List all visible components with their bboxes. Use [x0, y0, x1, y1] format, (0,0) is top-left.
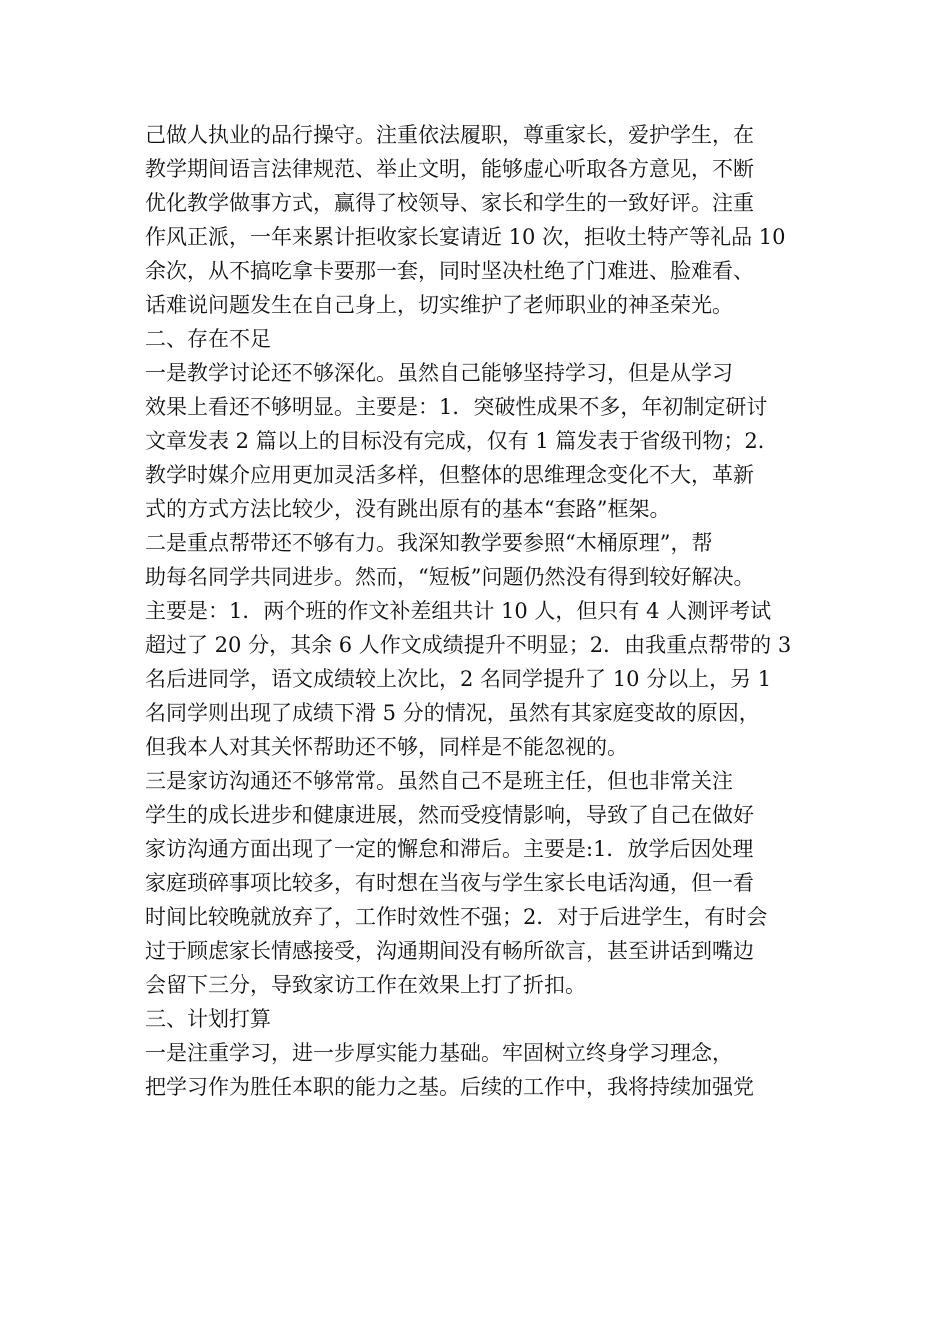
text-line: 把学习作为胜任本职的能力之基。后续的工作中，我将持续加强党 [145, 1075, 754, 1099]
text-line: 效果上看还不够明显。主要是：1．突破性成果不多，年初制定研讨 [145, 395, 768, 419]
text-line: 家庭琐碎事项比较多，有时想在当夜与学生家长电话沟通，但一看 [145, 871, 754, 895]
text-line: 余次，从不搞吃拿卡要那一套，同时坚决杜绝了门难进、脸难看、 [145, 259, 754, 283]
text-line: 一是注重学习，进一步厚实能力基础。牢固树立终身学习理念， [145, 1041, 733, 1065]
text-line: 己做人执业的品行操守。注重依法履职，尊重家长，爱护学生，在 [145, 123, 754, 147]
section-heading: 二、存在不足 [145, 327, 271, 351]
text-line: 三是家访沟通还不够常常。虽然自己不是班主任，但也非常关注 [145, 769, 733, 793]
text-line: 家访沟通方面出现了一定的懈怠和滞后。主要是:1．放学后因处理 [145, 837, 754, 861]
text-line: 过于顾虑家长情感接受，沟通期间没有畅所欲言，甚至讲话到嘴边 [145, 939, 754, 963]
text-line: 学生的成长进步和健康进展，然而受疫情影响，导致了自己在做好 [145, 803, 754, 827]
section-heading: 三、计划打算 [145, 1007, 271, 1031]
text-line: 主要是：1．两个班的作文补差组共计 10 人，但只有 4 人测评考试 [145, 599, 772, 623]
text-line: 超过了 20 分，其余 6 人作文成绩提升不明显；2．由我重点帮带的 3 [145, 633, 792, 657]
text-line: 名同学则出现了成绩下滑 5 分的情况，虽然有其家庭变故的原因， [145, 701, 760, 725]
text-line: 教学期间语言法律规范、举止文明，能够虚心听取各方意见，不断 [145, 157, 754, 181]
text-line: 一是教学讨论还不够深化。虽然自己能够坚持学习，但是从学习 [145, 361, 733, 385]
text-line: 名后进同学，语文成绩较上次比，2 名同学提升了 10 分以上，另 1 [145, 667, 772, 691]
text-line: 会留下三分，导致家访工作在效果上打了折扣。 [145, 973, 586, 997]
text-line: 优化教学做事方式，赢得了校领导、家长和学生的一致好评。注重 [145, 191, 754, 215]
text-line: 式的方式方法比较少，没有跳出原有的基本“套路”框架。 [145, 497, 671, 521]
text-line: 二是重点帮带还不够有力。我深知教学要参照“木桶原理”，帮 [145, 531, 713, 555]
text-line: 话难说问题发生在自己身上，切实维护了老师职业的神圣荣光。 [145, 293, 733, 317]
text-line: 教学时媒介应用更加灵活多样，但整体的思维理念变化不大，革新 [145, 463, 754, 487]
text-line: 时间比较晚就放弃了，工作时效性不强；2．对于后进学生，有时会 [145, 905, 768, 929]
text-line: 作风正派，一年来累计拒收家长宴请近 10 次，拒收土特产等礼品 10 [145, 225, 786, 249]
text-line: 文章发表 2 篇以上的目标没有完成，仅有 1 篇发表于省级刊物；2． [145, 429, 779, 453]
text-line: 但我本人对其关怀帮助还不够，同样是不能忽视的。 [145, 735, 628, 759]
text-line: 助每名同学共同进步。然而，“短板”问题仍然没有得到较好解决。 [145, 565, 755, 589]
